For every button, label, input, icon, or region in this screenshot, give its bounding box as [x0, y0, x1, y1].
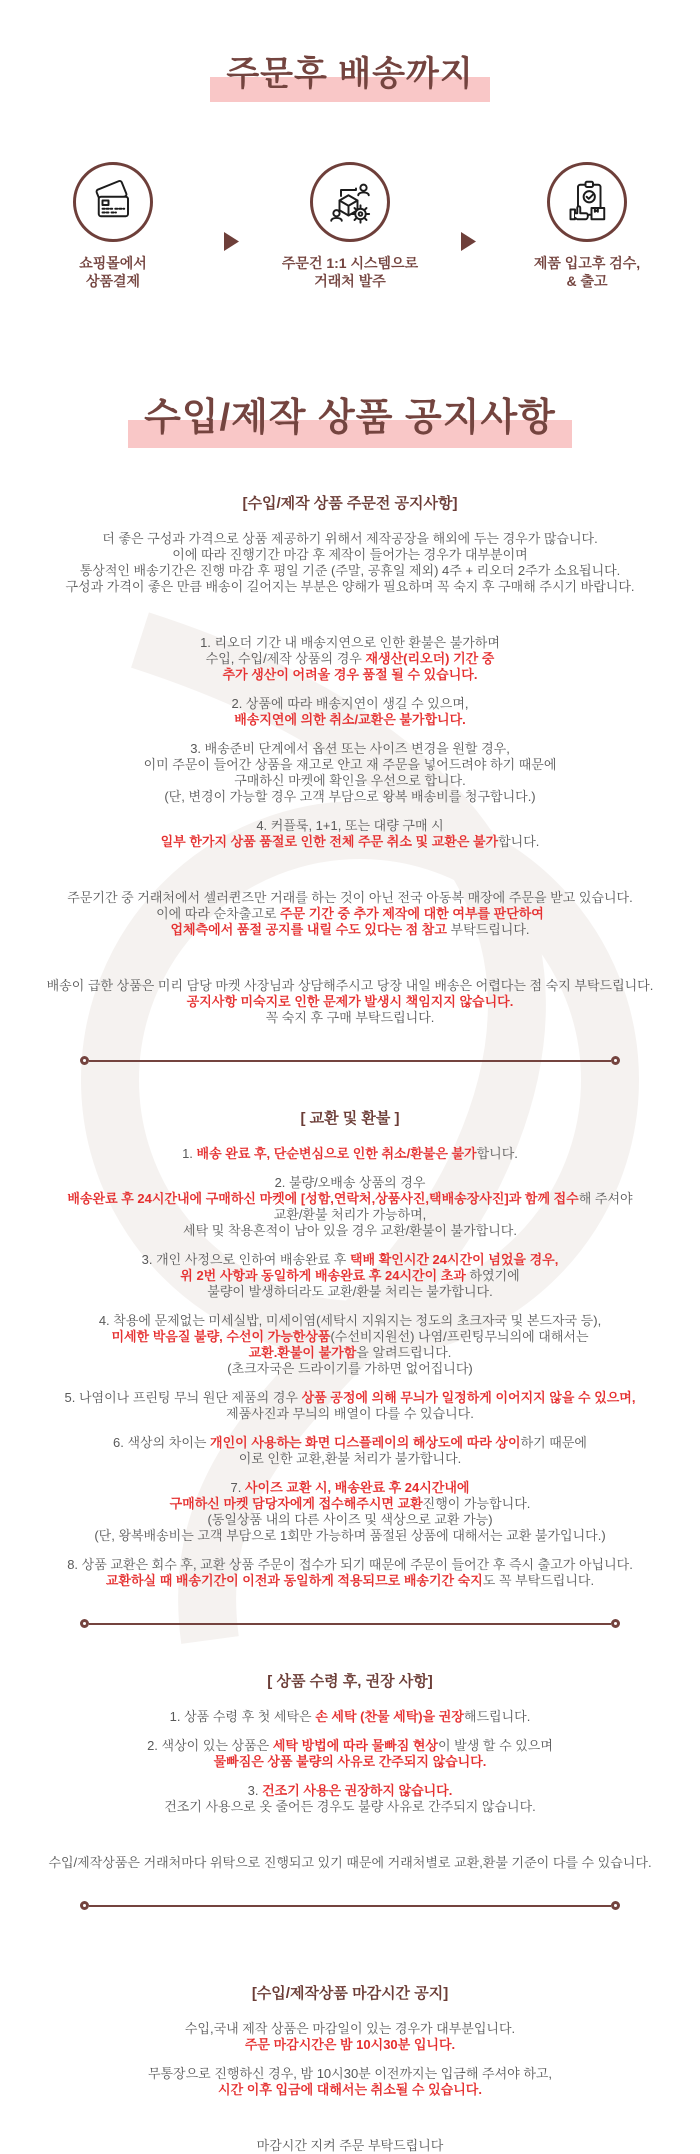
body-text: 해드립니다. [463, 1709, 531, 1724]
body-text: 수입/제작상품은 거래처마다 위탁으로 진행되고 있기 때문에 거래처별로 교환,환불 기준이 다를 수 있습니다. [48, 1855, 652, 1870]
divider-rule [89, 1623, 611, 1625]
body-text: 합니다. [476, 1146, 518, 1161]
step-payment [28, 162, 198, 290]
notice-line [0, 1855, 700, 1871]
notice-paragraph [0, 1175, 700, 1239]
notice-line [0, 1284, 700, 1300]
notice-line [0, 1313, 700, 1329]
notice-line [0, 834, 700, 850]
notice-sections [0, 492, 700, 2154]
divider-rule [89, 1060, 611, 1062]
body-text: (동일상품 내의 다른 사이즈 및 색상으로 교환 가능) [207, 1512, 493, 1527]
notice-line [0, 1512, 700, 1528]
body-text: 7. [230, 1480, 245, 1495]
notice-paragraph [0, 1783, 700, 1815]
body-text: 이에 따라 진행기간 마감 후 제작이 들어가는 경우가 대부분이며 [172, 547, 528, 562]
notice-paragraph [0, 2021, 700, 2053]
notice-paragraph [0, 818, 700, 850]
body-text: 2. 불량/오배송 상품의 경우 [274, 1175, 426, 1190]
body-text: 제품사진과 무늬의 배열이 다를 수 있습니다. [226, 1406, 474, 1421]
notice-line [0, 1010, 700, 1026]
notice-paragraph [0, 1855, 700, 1871]
body-text: 2. 상품에 따라 배송지연이 생길 수 있으며, [231, 696, 469, 711]
step-label-line: 제품 입고후 검수, [533, 255, 641, 271]
alert-text: 택배 확인시간 24시간이 넘었을 경우, [349, 1252, 559, 1267]
body-text: 2. 색상이 있는 상품은 [147, 1738, 273, 1753]
notice-line [0, 635, 700, 651]
body-text: 부탁드립니다. [450, 922, 530, 937]
notice-paragraph [0, 1313, 700, 1377]
step-label [265, 254, 435, 290]
body-text: 3. 배송준비 단계에서 옵션 또는 사이즈 변경을 원할 경우, [190, 741, 510, 756]
body-text: 3. [247, 1783, 263, 1798]
divider-rule [89, 1905, 611, 1907]
alert-text: 시간 이후 입금에 대해서는 취소될 수 있습니다. [218, 2082, 482, 2097]
body-text: 1. 리오더 기간 내 배송지연으로 인한 환불은 불가하며 [200, 635, 500, 650]
body-text: 이미 주문이 들어간 상품을 재고로 안고 재 주문을 넣어드려야 하기 때문에 [143, 757, 557, 772]
notice-line [0, 696, 700, 712]
alert-text: 재생산(리오더) 기간 중 [365, 651, 495, 666]
notice-paragraph [0, 1252, 700, 1300]
notice-paragraph [0, 2066, 700, 2098]
alert-text: 배송 완료 후, 단순변심으로 인한 취소/환불은 불가 [196, 1146, 477, 1161]
notice-line [0, 741, 700, 757]
body-text: 통상적인 배송기간은 진행 마감 후 평일 기준 (주말, 공휴일 제외) 4주 + 리오더 2주가 소요됩니다. [79, 563, 621, 578]
notice-line [0, 978, 700, 994]
notice-line [0, 1345, 700, 1361]
body-text: 5. 나염이나 프린팅 무늬 원단 제품의 경우 [64, 1390, 302, 1405]
notice-line [0, 667, 700, 683]
body-text: 하였기에 [469, 1268, 520, 1283]
section-heading: [수입/제작 상품 주문전 공지사항] [242, 495, 458, 512]
body-text: 3. 개인 사정으로 인하여 배송완료 후 [141, 1252, 350, 1267]
section-divider [80, 1056, 620, 1065]
notice-section [0, 1670, 700, 1871]
notice-paragraph [0, 1146, 700, 1162]
body-text: 꼭 숙지 후 구매 부탁드립니다. [265, 1010, 435, 1025]
alert-text: 업체측에서 품절 공지를 내릴 수도 있다는 점 참고 [170, 922, 451, 937]
body-text: 배송이 급한 상품은 미리 담당 마켓 사장님과 상담해주시고 당장 내일 배송은 어렵다는 점 숙지 부탁드립니다. [46, 978, 654, 993]
section-heading: [수입/제작상품 마감시간 공지] [251, 1985, 449, 2002]
notice-line [0, 1191, 700, 1207]
inspection-icon [563, 178, 611, 226]
notice-line [0, 1361, 700, 1377]
alert-text: 건조기 사용은 권장하지 않습니다. [262, 1783, 453, 1798]
arrow-right-icon [224, 232, 239, 251]
body-text: 수입,국내 제작 상품은 마감일이 있는 경우가 대부분입니다. [184, 2021, 516, 2036]
body-text: 1. 상품 수령 후 첫 세탁은 [169, 1709, 316, 1724]
step-label [502, 254, 672, 290]
body-text: 건조기 사용으로 옷 줄어든 경우도 불량 사유로 간주되지 않습니다. [164, 1799, 536, 1814]
body-text: (수선비지원선) 나염/프린팅무늬의에 대해서는 [330, 1329, 589, 1344]
alert-text: 배송완료 후 24시간내에 구매하신 마켓에 [성함,연락처,상품사진,택배송장사진]과 함께 접수 [67, 1191, 579, 1206]
body-text: 이로 인한 교환,환불 처리가 불가합니다. [238, 1451, 462, 1466]
notice-line [0, 789, 700, 805]
notice-line [0, 1738, 700, 1754]
notice-line [0, 2037, 700, 2053]
section-heading: [ 교환 및 환불 ] [300, 1110, 400, 1127]
order-process-steps [0, 162, 700, 290]
notice-section [0, 1982, 700, 2154]
body-text: 이에 따라 순차출고로 [156, 906, 280, 921]
notice-line [0, 1223, 700, 1239]
body-text: 6. 색상의 차이는 [113, 1435, 211, 1450]
notice-line [0, 1799, 700, 1815]
body-text: 을 알려드립니다. [356, 1345, 452, 1360]
arrow-right-icon [461, 232, 476, 251]
notice-line [0, 818, 700, 834]
alert-text: 주문 마감시간은 밤 10시30분 입니다. [244, 2037, 456, 2052]
divider-dot [80, 1056, 89, 1065]
notice-line [0, 906, 700, 922]
body-text: 무통장으로 진행하신 경우, 밤 10시30분 이전까지는 입금해 주셔야 하고, [147, 2066, 553, 2081]
body-text: 주문기간 중 거래처에서 셀러퀸즈만 거래를 하는 것이 아닌 전국 아동복 매장에 주문을 받고 있습니다. [67, 890, 633, 905]
step-circle [547, 162, 627, 242]
order-system-icon [326, 178, 374, 226]
notice-line [0, 1390, 700, 1406]
body-text: 4. 착용에 문제없는 미세실밥, 미세이염(세탁시 지워지는 정도의 초크자국 및 본드자국 등), [98, 1313, 602, 1328]
alert-text: 교환하실 때 배송기간이 이전과 동일하게 적용되므로 배송기간 숙지 [105, 1573, 483, 1588]
alert-text: 추가 생산이 어려울 경우 품절 될 수 있습니다. [222, 667, 478, 682]
alert-text: 미세한 박음질 불량, 수선이 가능한상품 [111, 1329, 331, 1344]
notice-paragraph [0, 696, 700, 728]
body-text: (단, 왕복배송비는 고객 부담으로 1회만 가능하며 품절된 상품에 대해서는 교환 불가입니다.) [94, 1528, 606, 1543]
divider-dot [80, 1619, 89, 1628]
notice-section [0, 1107, 700, 1589]
credit-card-icon [89, 178, 137, 226]
notice-paragraph [0, 890, 700, 938]
body-text: 불량이 발생하더라도 교환/환불 처리는 불가합니다. [207, 1284, 493, 1299]
body-text: 구성과 가격이 좋은 만큼 배송이 길어지는 부분은 양해가 필요하며 꼭 숙지 후 구매해 주시기 바랍니다. [65, 579, 635, 594]
notice-line [0, 1146, 700, 1162]
notice-line [0, 712, 700, 728]
notice-line [0, 651, 700, 667]
notice-line [0, 2082, 700, 2098]
alert-text: 개인이 사용하는 화면 디스플레이의 해상도에 따라 상이 [210, 1435, 521, 1450]
step-label-line: 쇼핑몰에서 [79, 255, 147, 271]
notice-line [0, 2021, 700, 2037]
alert-text: 위 2번 사항과 동일하게 배송완료 후 24시간이 초과 [180, 1268, 470, 1283]
body-text: 교환/환불 처리가 가능하며, [273, 1207, 427, 1222]
step-label-line: & 출고 [566, 273, 608, 289]
notice-paragraph [0, 978, 700, 1026]
alert-text: 세탁 방법에 따라 물빠짐 현상 [272, 1738, 438, 1753]
body-text: 구매하신 마켓에 확인을 우선으로 합니다. [234, 773, 466, 788]
notice-paragraph [0, 741, 700, 805]
section-heading: [ 상품 수령 후, 권장 사항] [267, 1673, 433, 1690]
divider-dot [611, 1056, 620, 1065]
step-label-line: 주문건 1:1 시스템으로 [281, 255, 419, 271]
notice-line [0, 1528, 700, 1544]
step-label-line: 상품결제 [85, 273, 141, 289]
section-divider [80, 1901, 620, 1910]
notice-line [0, 579, 700, 595]
body-text: (단, 변경이 가능할 경우 고객 부담으로 왕복 배송비를 청구합니다.) [164, 789, 536, 804]
step-label [28, 254, 198, 290]
notice-line [0, 757, 700, 773]
body-text: (초크자국은 드라이기를 가하면 없어집니다) [227, 1361, 473, 1376]
notice-paragraph [0, 531, 700, 595]
divider-dot [611, 1901, 620, 1910]
alert-text: 일부 한가지 상품 품절로 인한 전체 주문 취소 및 교환은 불가 [160, 834, 499, 849]
notice-paragraph [0, 1390, 700, 1422]
body-text: 이 발생 할 수 있으며 [438, 1738, 553, 1753]
body-text: 4. 커플룩, 1+1, 또는 대량 구매 시 [256, 818, 444, 833]
notice-line [0, 1783, 700, 1799]
notice-line [0, 994, 700, 1010]
notice-line [0, 2138, 700, 2154]
body-text: 합니다. [498, 834, 540, 849]
body-text: 하기 때문에 [520, 1435, 587, 1450]
notice-line [0, 1573, 700, 1589]
section-divider [80, 1619, 620, 1628]
notice-paragraph [0, 635, 700, 683]
body-text: 진행이 가능합니다. [422, 1496, 531, 1511]
alert-text: 주문 기간 중 추가 제작에 대한 여부를 판단하여 [279, 906, 544, 921]
notice-line [0, 922, 700, 938]
body-text: 더 좋은 구성과 가격으로 상품 제공하기 위해서 제작공장을 해외에 두는 경우가 많습니다. [102, 531, 598, 546]
notice-paragraph [0, 1480, 700, 1544]
notice-paragraph [0, 1435, 700, 1467]
notice-line [0, 1329, 700, 1345]
alert-text: 손 세탁 (찬물 세탁)을 권장 [315, 1709, 464, 1724]
notice-line [0, 1480, 700, 1496]
notice-line [0, 1557, 700, 1573]
body-text: 해 주셔야 [578, 1191, 633, 1206]
notice-title: 수입/제작 상품 공지사항 [128, 386, 572, 448]
notice-section [0, 492, 700, 1026]
body-text: 마감시간 지켜 주문 부탁드립니다 [256, 2138, 444, 2153]
alert-text: 구매하신 마켓 담당자에게 접수해주시면 교환 [169, 1496, 423, 1511]
notice-line [0, 1207, 700, 1223]
notice-paragraph [0, 1557, 700, 1589]
notice-line [0, 1709, 700, 1725]
notice-paragraph [0, 1709, 700, 1725]
step-label-line: 거래처 발주 [314, 273, 386, 289]
step-circle [73, 162, 153, 242]
body-text: 1. [182, 1146, 197, 1161]
notice-line [0, 1406, 700, 1422]
alert-text: 교환.환불이 불가함 [248, 1345, 357, 1360]
notice-line [0, 1175, 700, 1191]
step-circle [310, 162, 390, 242]
alert-text: 상품 공정에 의해 무늬가 일정하게 이어지지 않을 수 있으며, [301, 1390, 636, 1405]
notice-line [0, 1496, 700, 1512]
notice-line [0, 1451, 700, 1467]
notice-line [0, 1268, 700, 1284]
alert-text: 배송지연에 의한 취소/교환은 불가합니다. [234, 712, 466, 727]
alert-text: 공지사항 미숙지로 인한 문제가 발생시 책임지지 않습니다. [186, 994, 514, 1009]
body-text: 세탁 및 착용흔적이 남아 있을 경우 교환/환불이 불가합니다. [183, 1223, 517, 1238]
body-text: 도 꼭 부탁드립니다. [482, 1573, 595, 1588]
notice-line [0, 773, 700, 789]
step-inspection [502, 162, 672, 290]
divider-dot [80, 1901, 89, 1910]
notice-line [0, 1754, 700, 1770]
body-text: 8. 상품 교환은 회수 후, 교환 상품 주문이 접수가 되기 때문에 주문이 들어간 후 즉시 출고가 아닙니다. [67, 1557, 633, 1572]
divider-dot [611, 1619, 620, 1628]
body-text: 수입, 수입/제작 상품의 경우 [205, 651, 366, 666]
notice-line [0, 1252, 700, 1268]
step-order-system [265, 162, 435, 290]
notice-paragraph [0, 1738, 700, 1770]
notice-line [0, 563, 700, 579]
alert-text: 물빠짐은 상품 불량의 사유로 간주되지 않습니다. [213, 1754, 487, 1769]
notice-paragraph [0, 2138, 700, 2154]
notice-line [0, 547, 700, 563]
page-title: 주문후 배송까지 [210, 46, 489, 102]
notice-line [0, 531, 700, 547]
notice-line [0, 890, 700, 906]
notice-line [0, 1435, 700, 1451]
alert-text: 사이즈 교환 시, 배송완료 후 24시간내에 [244, 1480, 470, 1495]
notice-line [0, 2066, 700, 2082]
